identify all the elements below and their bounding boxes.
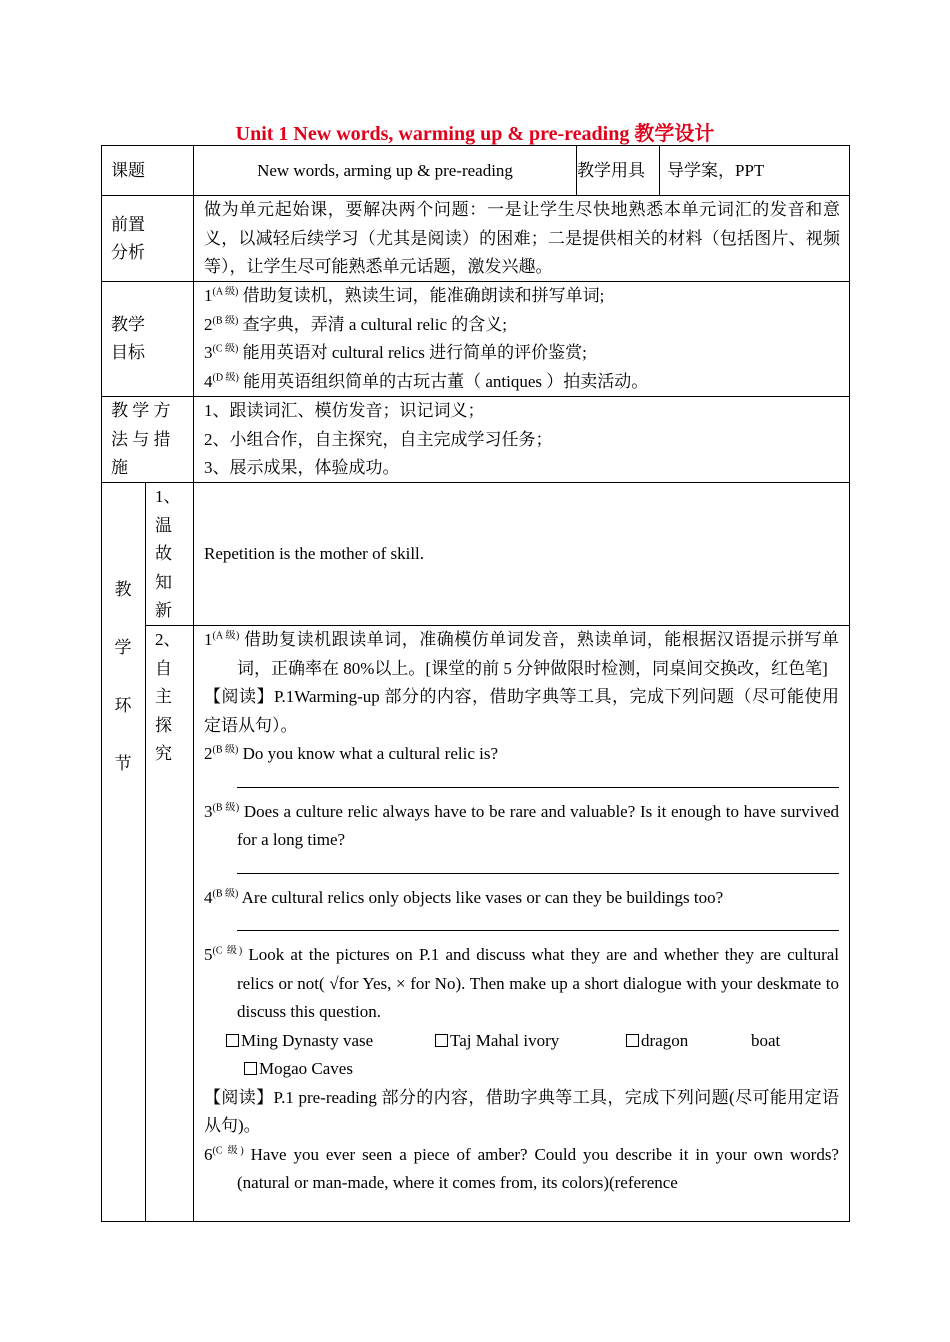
table-border-top [101,145,850,146]
answer-line[interactable] [237,855,839,874]
table-border-left [101,145,102,1222]
objective-item: $3^{(C 级)}$ 能用英语对 cultural relics 进行简单的评价鉴赏; [204,343,587,362]
objectives-list [204,282,844,396]
checkbox-icon[interactable] [626,1034,639,1047]
method-item: 2、小组合作，自主探究，自主完成学习任务； [204,429,553,449]
checkbox-icon[interactable] [244,1062,257,1075]
question-5: $5^{(C 级)}$ Look at the pictures on P.1 and discuss what they are and whether they are cultural relics or not( √for Yes, × for No). Then make up a short dialogue with your deskmate to discuss this question. [204,945,840,1021]
options-row [204,1027,839,1056]
answer-line[interactable] [237,912,839,931]
objectives-label: 教学 目标 [111,315,145,362]
method-item: 1、跟读词汇、模仿发音；识记词义； [204,401,485,420]
table-border-bottom [101,1221,850,1222]
step1-label: 1、 温 故 知 新 [155,487,181,620]
objective-item: $2^{(B 级)}$ 查字典，弄清 a cultural relic 的含义; [204,314,507,334]
table-border-right [849,145,850,1222]
question-6: $6^{(C 级)}$ Have you ever seen a piece of amber? Could you describe it in your own words? (natural or man-made, where it comes from, its colors)(reference [204,1144,839,1192]
answer-line[interactable] [237,769,839,788]
topic-label: 课题 [111,161,145,180]
method-item: 3、展示成果，体验成功。 [204,458,400,477]
methods-list [204,397,553,483]
analysis-label: 前置 分析 [111,215,145,262]
option-mogao-caves[interactable]: Mogao Caves [244,1055,353,1084]
objective-item: $4^{(D 级)}$ 能用英语组织简单的古玩古董（ antiques ）拍卖活动。 [204,371,649,391]
tools-value: 导学案，PPT [667,161,765,180]
tools-label: 教学用具 [577,161,645,180]
col-divider [659,145,660,196]
option-dragon[interactable]: dragon [626,1027,688,1056]
analysis-text: 做为单元起始课，要解决两个问题：一是让学生尽快地熟悉本单元词汇的发音和意义，以减轻后续学习（尤其是阅读）的困难；二是提供相关的材料（包括图片、视频等），让学生尽可能熟悉单元话题，激发兴趣。 [204,200,840,276]
process-label: 教 学 环 节 [114,580,132,773]
options-row-2 [204,1055,839,1084]
col-divider [145,482,146,1222]
step2-label: 2、 自 主 探 究 [155,630,181,763]
col-divider [193,195,194,483]
reading-instruction-2: 【阅读】P.1 pre-reading 部分的内容，借助字典等工具，完成下列问题(尽可能用定语从句)。 [204,1087,839,1135]
option-ming-vase[interactable]: Ming Dynasty vase [226,1027,373,1056]
objective-item: $1^{(A 级)}$ 借助复读机，熟读生词，能准确朗读和拼写单词; [204,286,605,305]
topic-value: New words, arming up & pre-reading [257,161,513,180]
col-divider [193,482,194,1222]
document-title: Unit 1 New words, warming up & pre-reading 教学设计 [235,123,715,145]
option-taj-mahal[interactable]: Taj Mahal ivory [435,1027,559,1056]
step2-content [204,626,839,1198]
question-4: $4^{(B 级)}$ Are cultural relics only objects like vases or can they be buildings too? [204,887,724,907]
question-2: $2^{(B 级)}$ Do you know what a cultural relic is? [204,744,498,763]
task-item-1: $1^{(A 级)}$ 借助复读机跟读单词，准确模仿单词发音，熟读单词，能根据汉语提示拼写单词，正确率在 80%以上。[课堂的前 5 分钟做限时检测，同桌间交换改，红色笔] [204,630,839,678]
methods-label: 教 学 方 法 与 措 施 [111,401,171,477]
checkbox-icon[interactable] [226,1034,239,1047]
checkbox-icon[interactable] [435,1034,448,1047]
step1-text: Repetition is the mother of skill. [204,544,425,563]
reading-instruction-1: 【阅读】P.1Warming-up 部分的内容，借助字典等工具，完成下列问题（尽可能使用定语从句）。 [204,687,839,735]
question-3: $3^{(B 级)}$ Does a culture relic always have to be rare and valuable? Is it enough to have survived for a long time? [204,801,839,849]
option-boat: boat [751,1030,781,1050]
